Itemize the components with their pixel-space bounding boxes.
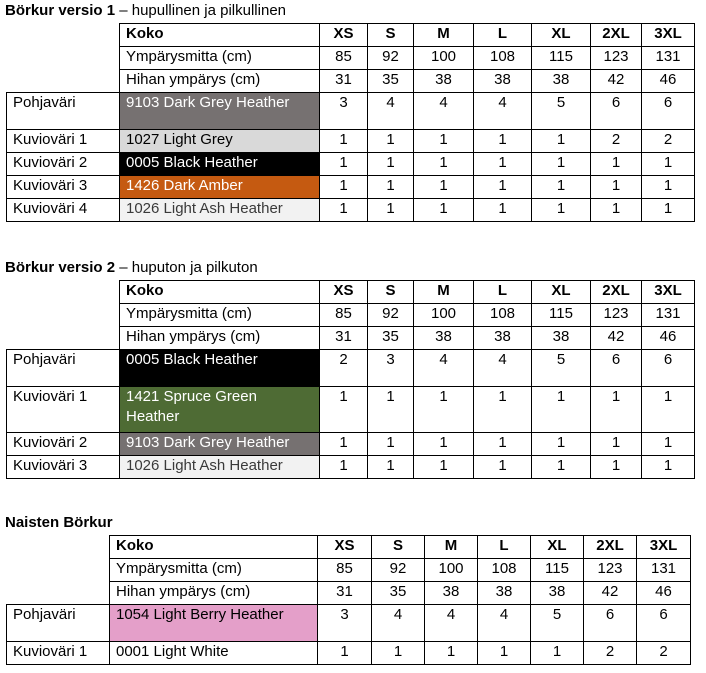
size-cell: S (368, 24, 414, 47)
color-row (7, 387, 695, 433)
value-cell: 1 (474, 456, 532, 479)
color-role: Kuvioväri 1 (7, 387, 120, 433)
blank-cell (7, 327, 120, 350)
value-cell: 1 (474, 130, 532, 153)
section-1-table (6, 23, 695, 222)
color-row (7, 176, 695, 199)
value-cell: 123 (591, 304, 642, 327)
value-cell: 1 (474, 176, 532, 199)
value-cell: 1 (532, 199, 591, 222)
size-label: Koko (120, 24, 320, 47)
measure-row (7, 327, 695, 350)
value-cell: 4 (474, 93, 532, 130)
measure-row (7, 582, 691, 605)
measure-label: Ympärysmitta (cm) (110, 559, 318, 582)
value-cell: 1 (414, 176, 474, 199)
value-cell: 1 (368, 456, 414, 479)
value-cell: 131 (642, 47, 695, 70)
color-swatch-cell: 1027 Light Grey (120, 130, 320, 153)
value-cell: 46 (642, 70, 695, 93)
value-cell: 1 (425, 642, 478, 665)
value-cell: 3 (318, 605, 372, 642)
value-cell: 1 (532, 456, 591, 479)
size-cell: XL (532, 281, 591, 304)
measure-label: Hihan ympärys (cm) (120, 327, 320, 350)
value-cell: 131 (637, 559, 691, 582)
blank-cell (7, 559, 110, 582)
value-cell: 1 (532, 433, 591, 456)
value-cell: 115 (532, 304, 591, 327)
value-cell: 35 (368, 327, 414, 350)
value-cell: 42 (584, 582, 637, 605)
value-cell: 1 (414, 433, 474, 456)
value-cell: 46 (637, 582, 691, 605)
value-cell: 1 (531, 642, 584, 665)
value-cell: 115 (531, 559, 584, 582)
color-swatch-cell: 0001 Light White (110, 642, 318, 665)
size-cell: M (414, 24, 474, 47)
value-cell: 1 (642, 199, 695, 222)
value-cell: 2 (637, 642, 691, 665)
color-role: Kuvioväri 2 (7, 153, 120, 176)
measure-row (7, 559, 691, 582)
size-cell: 2XL (584, 536, 637, 559)
value-cell: 2 (320, 350, 368, 387)
size-header-row (7, 24, 695, 47)
value-cell: 1 (368, 433, 414, 456)
value-cell: 85 (320, 47, 368, 70)
value-cell: 38 (531, 582, 584, 605)
color-swatch-cell: 1421 Spruce Green Heather (120, 387, 320, 433)
value-cell: 1 (372, 642, 425, 665)
color-row (7, 199, 695, 222)
color-role: Kuvioväri 4 (7, 199, 120, 222)
color-role: Pohjaväri (7, 350, 120, 387)
value-cell: 100 (425, 559, 478, 582)
value-cell: 1 (320, 130, 368, 153)
size-cell: M (414, 281, 474, 304)
value-cell: 6 (591, 350, 642, 387)
value-cell: 1 (414, 456, 474, 479)
size-cell: XL (531, 536, 584, 559)
blank-cell (7, 24, 120, 47)
size-cell: XS (320, 281, 368, 304)
value-cell: 38 (478, 582, 531, 605)
blank-cell (7, 281, 120, 304)
value-cell: 35 (368, 70, 414, 93)
value-cell: 1 (591, 387, 642, 433)
size-cell: S (368, 281, 414, 304)
size-header-row (7, 281, 695, 304)
size-header-row (7, 536, 691, 559)
value-cell: 6 (637, 605, 691, 642)
value-cell: 1 (414, 130, 474, 153)
value-cell: 1 (320, 176, 368, 199)
section-1-title (5, 2, 286, 20)
size-cell: M (425, 536, 478, 559)
value-cell: 108 (474, 304, 532, 327)
measure-row (7, 70, 695, 93)
section-2-table (6, 280, 695, 479)
value-cell: 5 (532, 93, 591, 130)
value-cell: 108 (478, 559, 531, 582)
value-cell: 5 (532, 350, 591, 387)
value-cell: 1 (532, 387, 591, 433)
value-cell: 85 (320, 304, 368, 327)
value-cell: 1 (368, 387, 414, 433)
value-cell: 1 (532, 153, 591, 176)
section-1-title-rest: – hupullinen ja pilkullinen (115, 2, 287, 19)
value-cell: 92 (368, 47, 414, 70)
color-swatch-cell: 0005 Black Heather (120, 153, 320, 176)
color-row (7, 130, 695, 153)
value-cell: 46 (642, 327, 695, 350)
value-cell: 35 (372, 582, 425, 605)
value-cell: 38 (414, 70, 474, 93)
value-cell: 6 (642, 93, 695, 130)
value-cell: 108 (474, 47, 532, 70)
value-cell: 1 (591, 456, 642, 479)
value-cell: 1 (591, 199, 642, 222)
color-role: Kuvioväri 2 (7, 433, 120, 456)
blank-cell (7, 582, 110, 605)
blank-cell (7, 536, 110, 559)
value-cell: 38 (474, 70, 532, 93)
value-cell: 31 (318, 582, 372, 605)
color-swatch-cell: 9103 Dark Grey Heather (120, 93, 320, 130)
color-row (7, 433, 695, 456)
value-cell: 1 (368, 130, 414, 153)
value-cell: 1 (368, 199, 414, 222)
color-row (7, 350, 695, 387)
value-cell: 4 (372, 605, 425, 642)
value-cell: 38 (414, 327, 474, 350)
color-swatch-cell: 9103 Dark Grey Heather (120, 433, 320, 456)
size-cell: XL (532, 24, 591, 47)
color-swatch-cell: 1054 Light Berry Heather (110, 605, 318, 642)
size-cell: XS (318, 536, 372, 559)
color-row (7, 93, 695, 130)
value-cell: 4 (425, 605, 478, 642)
color-role: Kuvioväri 3 (7, 456, 120, 479)
value-cell: 38 (532, 70, 591, 93)
value-cell: 2 (591, 130, 642, 153)
size-cell: L (474, 281, 532, 304)
value-cell: 4 (478, 605, 531, 642)
size-cell: 2XL (591, 24, 642, 47)
value-cell: 1 (414, 153, 474, 176)
value-cell: 3 (368, 350, 414, 387)
value-cell: 1 (591, 433, 642, 456)
value-cell: 85 (318, 559, 372, 582)
size-cell: 3XL (637, 536, 691, 559)
color-row (7, 642, 691, 665)
value-cell: 1 (368, 153, 414, 176)
value-cell: 100 (414, 47, 474, 70)
size-cell: S (372, 536, 425, 559)
measure-label: Ympärysmitta (cm) (120, 304, 320, 327)
value-cell: 1 (474, 433, 532, 456)
value-cell: 1 (320, 433, 368, 456)
value-cell: 1 (591, 153, 642, 176)
size-cell: 2XL (591, 281, 642, 304)
value-cell: 1 (318, 642, 372, 665)
value-cell: 1 (474, 387, 532, 433)
value-cell: 1 (478, 642, 531, 665)
blank-cell (7, 47, 120, 70)
value-cell: 2 (642, 130, 695, 153)
section-2-title (5, 259, 258, 277)
measure-label: Hihan ympärys (cm) (120, 70, 320, 93)
color-role: Kuvioväri 1 (7, 130, 120, 153)
value-cell: 4 (414, 350, 474, 387)
value-cell: 1 (642, 153, 695, 176)
color-role: Pohjaväri (7, 605, 110, 642)
value-cell: 3 (320, 93, 368, 130)
value-cell: 42 (591, 327, 642, 350)
value-cell: 1 (414, 387, 474, 433)
value-cell: 123 (591, 47, 642, 70)
color-row (7, 153, 695, 176)
size-label: Koko (110, 536, 318, 559)
value-cell: 1 (642, 176, 695, 199)
value-cell: 1 (591, 176, 642, 199)
section-2-title-bold: Börkur versio 2 (5, 259, 116, 276)
section-3-title-bold: Naisten Börkur (5, 514, 113, 531)
value-cell: 1 (642, 456, 695, 479)
blank-cell (7, 70, 120, 93)
size-cell: XS (320, 24, 368, 47)
value-cell: 4 (368, 93, 414, 130)
value-cell: 38 (474, 327, 532, 350)
blank-cell (7, 304, 120, 327)
color-swatch-cell: 1026 Light Ash Heather (120, 199, 320, 222)
value-cell: 100 (414, 304, 474, 327)
measure-label: Hihan ympärys (cm) (110, 582, 318, 605)
value-cell: 1 (474, 199, 532, 222)
value-cell: 1 (320, 456, 368, 479)
value-cell: 42 (591, 70, 642, 93)
size-cell: 3XL (642, 24, 695, 47)
color-swatch-cell: 1026 Light Ash Heather (120, 456, 320, 479)
value-cell: 1 (414, 199, 474, 222)
color-role: Kuvioväri 3 (7, 176, 120, 199)
size-cell: L (474, 24, 532, 47)
section-3-table (6, 535, 691, 665)
value-cell: 1 (532, 130, 591, 153)
value-cell: 4 (414, 93, 474, 130)
value-cell: 38 (532, 327, 591, 350)
value-cell: 1 (474, 153, 532, 176)
value-cell: 5 (531, 605, 584, 642)
color-swatch-cell: 0005 Black Heather (120, 350, 320, 387)
value-cell: 1 (532, 176, 591, 199)
value-cell: 1 (320, 387, 368, 433)
measure-row (7, 304, 695, 327)
value-cell: 1 (642, 387, 695, 433)
value-cell: 38 (425, 582, 478, 605)
value-cell: 6 (591, 93, 642, 130)
value-cell: 1 (320, 153, 368, 176)
value-cell: 31 (320, 327, 368, 350)
section-2-title-rest: – huputon ja pilkuton (115, 259, 258, 276)
value-cell: 123 (584, 559, 637, 582)
value-cell: 1 (368, 176, 414, 199)
value-cell: 1 (642, 433, 695, 456)
value-cell: 2 (584, 642, 637, 665)
color-row (7, 456, 695, 479)
value-cell: 92 (368, 304, 414, 327)
section-3-title (5, 514, 113, 532)
value-cell: 115 (532, 47, 591, 70)
size-label: Koko (120, 281, 320, 304)
color-role: Pohjaväri (7, 93, 120, 130)
value-cell: 6 (584, 605, 637, 642)
measure-row (7, 47, 695, 70)
color-role: Kuvioväri 1 (7, 642, 110, 665)
color-swatch-cell: 1426 Dark Amber (120, 176, 320, 199)
value-cell: 131 (642, 304, 695, 327)
size-cell: 3XL (642, 281, 695, 304)
size-cell: L (478, 536, 531, 559)
section-1-title-bold: Börkur versio 1 (5, 2, 116, 19)
value-cell: 92 (372, 559, 425, 582)
value-cell: 4 (474, 350, 532, 387)
value-cell: 1 (320, 199, 368, 222)
value-cell: 6 (642, 350, 695, 387)
color-row (7, 605, 691, 642)
measure-label: Ympärysmitta (cm) (120, 47, 320, 70)
value-cell: 31 (320, 70, 368, 93)
